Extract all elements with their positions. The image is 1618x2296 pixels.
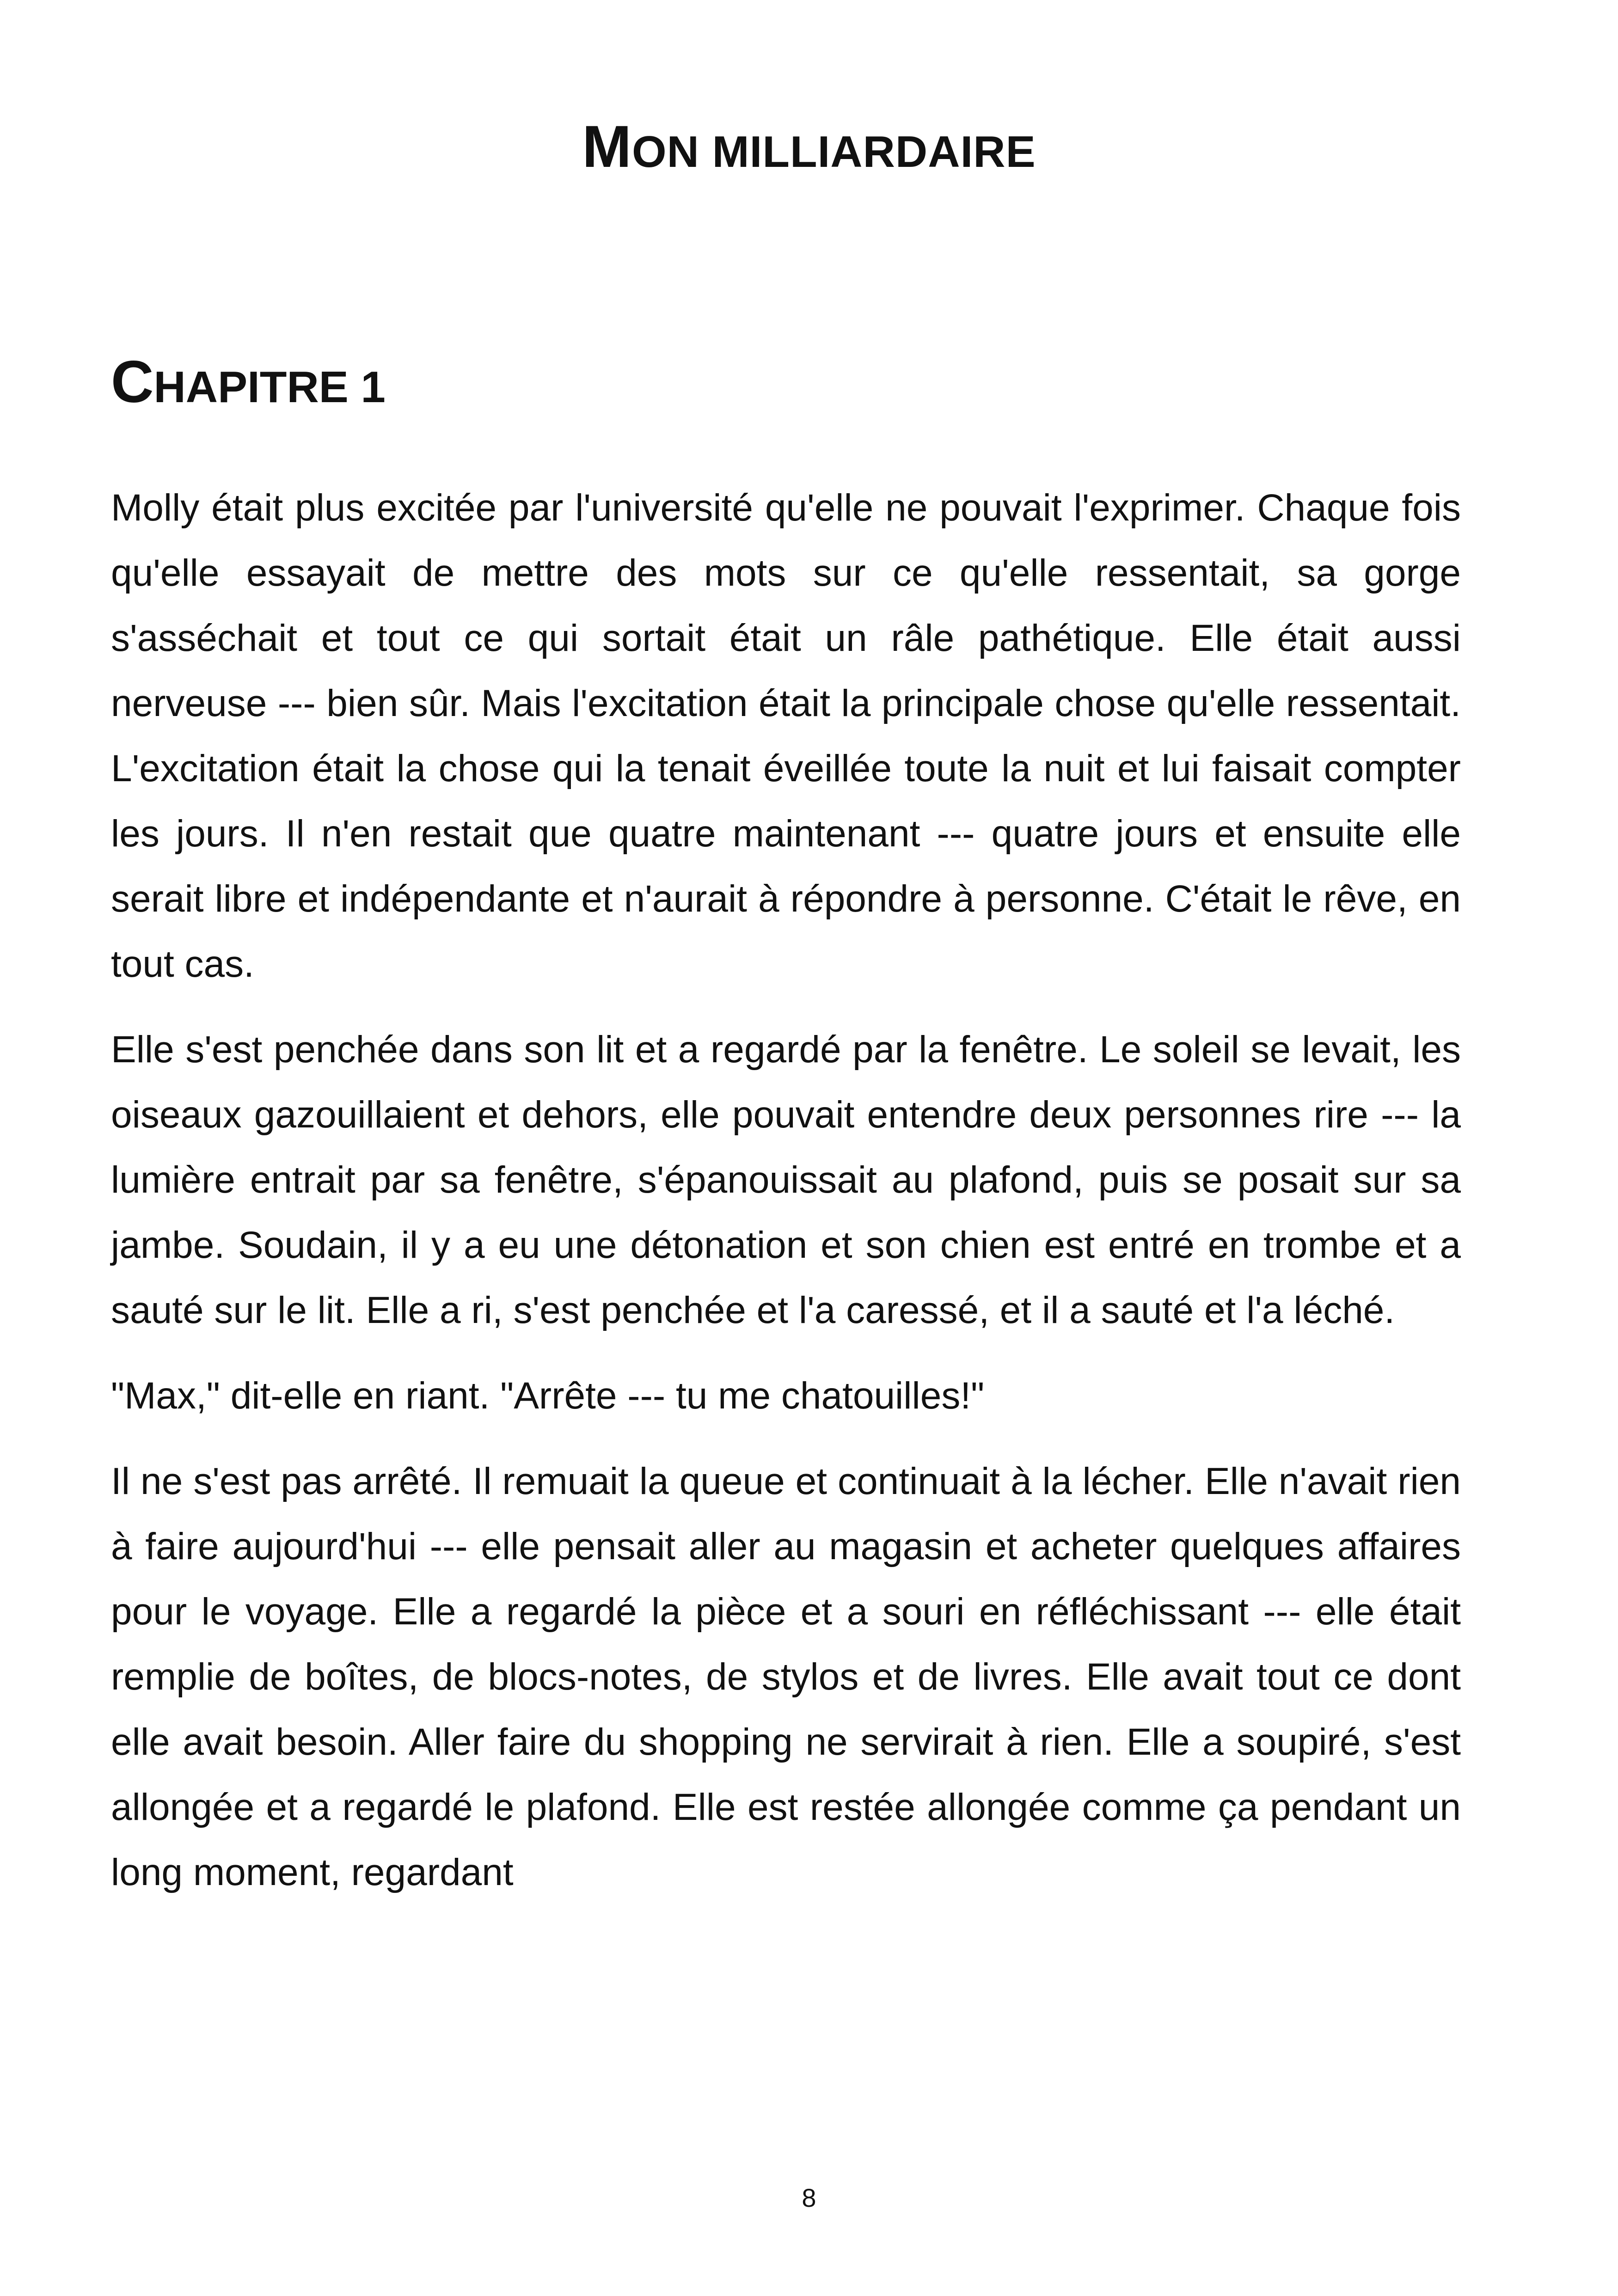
- paragraph-3: "Max," dit-elle en riant. "Arrête --- tu me chatouilles!": [111, 1375, 985, 1417]
- book-title-initial: M: [582, 114, 632, 180]
- paragraph-4: Il ne s'est pas arrêté. Il remuait la queue et continuait à la lécher. Elle n'avait rien à faire aujourd'hui --- elle pensait aller au magasin et acheter quelques affaires pour le voyage. Elle a regardé la pièce et a souri en réfléchissant --- elle était remplie de boîtes, de blocs-notes, de stylos et de livres. Elle avait tout ce dont elle avait besoin. Aller faire du shopping ne servirait à rien. Elle a soupiré, s'est allongée et a regardé le plafond. Elle est restée allongée comme ça pendant un long moment, regardant: [111, 1460, 1461, 1893]
- page-number: 8: [802, 2183, 816, 2212]
- paragraph-1: Molly était plus excitée par l'université qu'elle ne pouvait l'exprimer. Chaque fois qu'elle essayait de mettre des mots sur ce qu'elle ressentait, sa gorge s'asséchait et tout ce qui sortait était un râle pathétique. Elle était aussi nerveuse --- bien sûr. Mais l'excitation était la principale chose qu'elle ressentait. L'excitation était la chose qui la tenait éveillée toute la nuit et lui faisait compter les jours. Il n'en restait que quatre maintenant --- quatre jours et ensuite elle serait libre et indépendante et n'aurait à répondre à personne. C'était le rêve, en tout cas.: [111, 487, 1461, 985]
- chapter-body: [111, 475, 1461, 1925]
- chapter-title-initial: C: [111, 349, 154, 415]
- chapter-title: [111, 349, 386, 417]
- paragraph-2: Elle s'est penchée dans son lit et a regardé par la fenêtre. Le soleil se levait, les oiseaux gazouillaient et dehors, elle pouvait entendre deux personnes rire --- la lumière entrait par sa fenêtre, s'épanouissait au plafond, puis se posait sur sa jambe. Soudain, il y a eu une détonation et son chien est entré en trombe et a sauté sur le lit. Elle a ri, s'est penchée et l'a caressé, et il a sauté et l'a léché.: [111, 1029, 1461, 1331]
- book-title: [0, 114, 1618, 180]
- chapter-title-rest: HAPITRE 1: [153, 362, 386, 412]
- book-title-rest: ON MILLIARDAIRE: [632, 127, 1036, 177]
